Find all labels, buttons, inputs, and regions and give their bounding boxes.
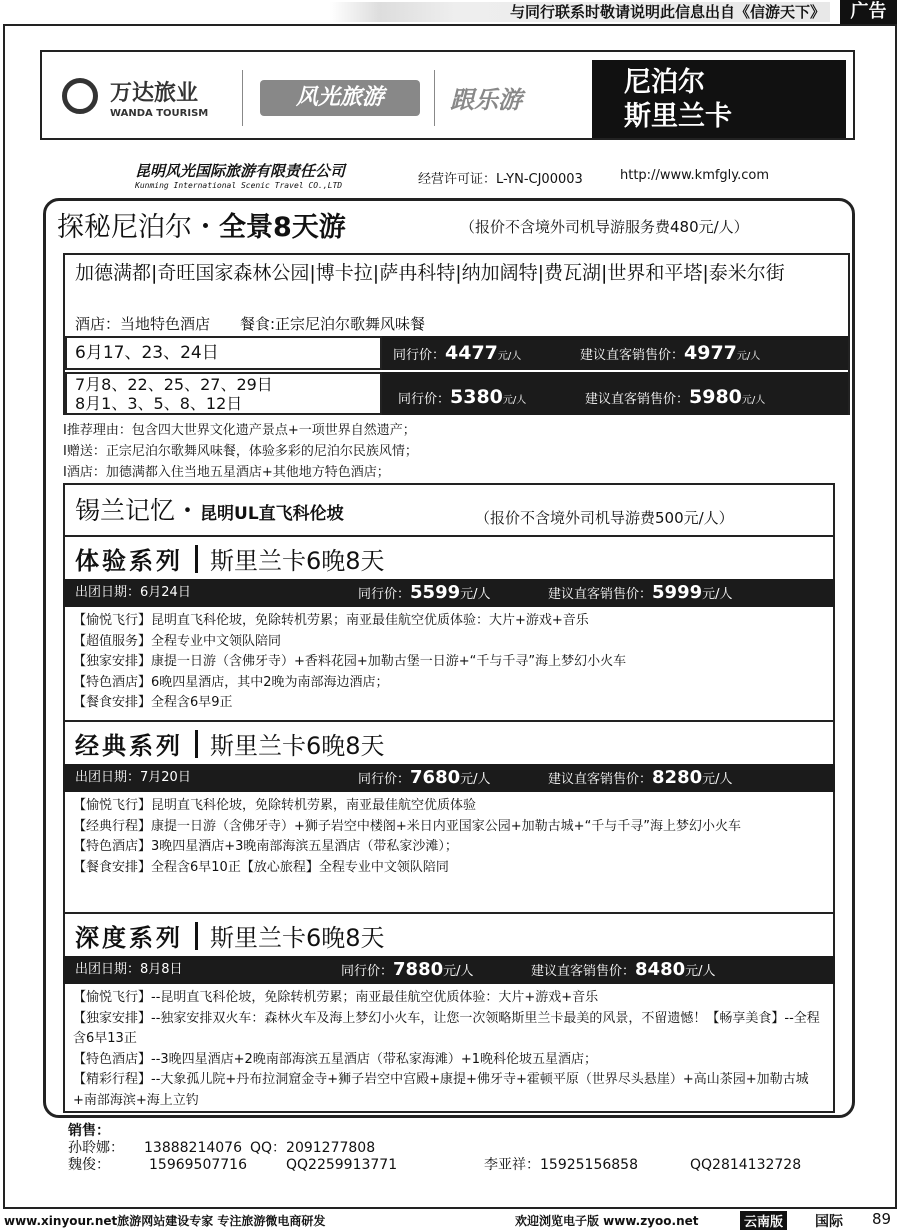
- source-notice: 与同行联系时敬请说明此信息出自《信游天下》: [509, 3, 825, 21]
- nepal-title: [57, 205, 346, 244]
- company-name: [135, 160, 345, 190]
- departure-date: 出团日期：7月20日: [75, 770, 191, 785]
- series-destination: 斯里兰卡6晚8天: [210, 547, 385, 575]
- ad-tag: 广告: [840, 0, 897, 24]
- logo-banner: [40, 50, 855, 140]
- destination-box: [592, 60, 846, 138]
- nepal-price-note: （报价不含境外司机导游服务费480元/人）: [460, 218, 749, 236]
- footer-left: www.xinyour.net旅游网站建设专家 专注旅游微电商研发: [4, 1214, 326, 1228]
- contact-name: 魏俊：: [68, 1157, 110, 1173]
- series-items: [63, 607, 835, 718]
- retail-price: 建议直客销售价：4977元/人: [580, 342, 761, 364]
- series-price-bar: [63, 579, 835, 607]
- nepal-route: 加德满都|奇旺国家森林公园|博卡拉|萨冉科特|纳加阔特|费瓦湖|世界和平塔|泰米尔街: [75, 262, 785, 284]
- note-item: I酒店：加德满都入住当地五星酒店+其他地方特色酒店；: [63, 465, 390, 480]
- series-heading: [63, 912, 835, 956]
- title-bold: 昆明UL直飞科伦坡: [200, 504, 344, 524]
- sales-label: 销售：: [68, 1123, 110, 1139]
- feature-item: 【超值服务】全程专业中文领队陪同: [73, 633, 282, 649]
- section-label: 国际: [815, 1214, 843, 1230]
- srilanka-title: [75, 491, 344, 527]
- divider: [195, 922, 198, 950]
- series-name: 深度系列: [75, 924, 183, 952]
- wanda-logo-text: 万达旅业: [110, 81, 199, 106]
- feature-item: 【餐食安排】全程含6早10正【放心旅程】全程专业中文领队陪同: [73, 859, 449, 875]
- departure-dates: 6月17、23、24日: [65, 336, 382, 370]
- destination-srilanka: 斯里兰卡: [624, 101, 732, 132]
- tour-series: [63, 720, 835, 882]
- wanda-logo-en: WANDA TOURISM: [110, 108, 209, 119]
- feature-item: 【特色酒店】--3晚四星酒店+2晚南部海滨五星酒店（带私家海滩）+1晚科伦坡五星酒店；: [73, 1051, 597, 1067]
- retail-price: 建议直客销售价：5999元/人: [548, 582, 733, 603]
- contact-3: 李亚祥：15925156858: [484, 1157, 638, 1173]
- contact-qq: QQ2259913771: [286, 1157, 398, 1173]
- divider: [242, 70, 243, 126]
- feature-item: 【愉悦飞行】昆明直飞科伦坡，免除转机劳累；南亚最佳航空优质体验：大片+游戏+音乐: [73, 613, 589, 628]
- peer-price: 同行价：7680元/人: [358, 767, 491, 788]
- feature-item: 【愉悦飞行】昆明直飞科伦坡，免除转机劳累，南亚最佳航空优质体验: [73, 798, 477, 813]
- destination-nepal: 尼泊尔: [624, 67, 705, 98]
- peer-price: 同行价：5599元/人: [358, 582, 491, 603]
- contact-phone: 15969507716: [149, 1157, 247, 1173]
- series-items: [63, 984, 835, 1116]
- srilanka-price-note: （报价不含境外司机导游费500元/人）: [475, 509, 734, 527]
- nepal-notes: [63, 420, 418, 483]
- company-en: Kunming International Scenic Travel CO.,LTD: [135, 181, 343, 190]
- feature-item: 【餐食安排】全程含6早9正: [73, 695, 233, 711]
- divider: [195, 545, 198, 573]
- feature-item: 【愉悦飞行】--昆明直飞科伦坡，免除转机劳累；南亚最佳航空优质体验：大片+游戏+音乐: [73, 990, 599, 1005]
- peer-price: 同行价：4477元/人: [393, 342, 522, 364]
- departure-date: 出团日期：8月8日: [75, 962, 183, 977]
- feature-item: 【精彩行程】--大象孤儿院+丹布拉洞窟金寺+狮子岩空中宫殿+康提+佛牙寺+霍顿平原（世界尽头悬崖）+高山茶园+加勒古城+南部海滨+海上立钓: [73, 1072, 809, 1108]
- tour-series: [63, 912, 835, 1116]
- company-cn: 昆明风光国际旅游有限责任公司: [135, 162, 346, 180]
- note-item: I推荐理由：包含四大世界文化遗产景点+一项世界自然遗产；: [63, 423, 416, 438]
- divider: [195, 730, 198, 758]
- page-number: 89: [872, 1210, 892, 1228]
- departure-dates: 7月8、22、25、27、29日 8月1、3、5、8、12日: [65, 372, 382, 415]
- retail-price: 建议直客销售价：8280元/人: [548, 767, 733, 788]
- feature-item: 【特色酒店】3晚四星酒店+3晚南部海滨五星酒店（带私家沙滩）；: [73, 839, 458, 855]
- series-heading: [63, 535, 835, 579]
- nepal-hotel-meal: 酒店：当地特色酒店 餐食:正宗尼泊尔歌舞风味餐: [75, 315, 426, 333]
- series-destination: 斯里兰卡6晚8天: [210, 732, 385, 760]
- departure-date: 出团日期：6月24日: [75, 585, 191, 600]
- title-text: 探秘尼泊尔・: [57, 212, 219, 243]
- date-price-row: [65, 336, 848, 370]
- contact-qq: QQ：2091277808: [250, 1140, 376, 1156]
- footer-right: 欢迎浏览电子版 www.zyoo.net: [515, 1214, 699, 1228]
- series-heading: [63, 720, 835, 764]
- title-text: 锡兰记忆・: [75, 496, 201, 525]
- edition-badge: 云南版: [740, 1211, 787, 1230]
- series-price-bar: [63, 956, 835, 984]
- contact-name: 孙聆娜：: [68, 1140, 124, 1156]
- peer-price: 同行价：7880元/人: [341, 959, 474, 980]
- license-number: 经营许可证：L-YN-CJ00003: [418, 172, 583, 187]
- title-bold: 全景8天游: [219, 212, 346, 243]
- retail-price: 建议直客销售价：5980元/人: [585, 386, 766, 408]
- tour-series: [63, 535, 835, 718]
- series-name: 经典系列: [75, 732, 183, 760]
- feature-item: 【经典行程】康提一日游（含佛牙寺）+狮子岩空中楼阁+米日内亚国家公园+加勒古城+“千与千寻”海上梦幻小火车: [73, 818, 742, 834]
- note-item: I赠送：正宗尼泊尔歌舞风味餐，体验多彩的尼泊尔民族风情；: [63, 444, 418, 459]
- wanda-logo-icon: [62, 78, 98, 114]
- company-url[interactable]: http://www.kmfgly.com: [620, 168, 770, 183]
- nepal-details: [63, 253, 850, 415]
- sales-contacts: [68, 1123, 828, 1178]
- contact-qq: QQ2814132728: [690, 1157, 802, 1173]
- feature-item: 【特色酒店】6晚四星酒店，其中2晚为南部海边酒店；: [73, 674, 389, 690]
- retail-price: 建议直客销售价：8480元/人: [531, 959, 716, 980]
- genle-logo: 跟乐游: [450, 86, 522, 114]
- feature-item: 【独家安排】--独家安排双火车：森林火车及海上梦幻小火车，让您一次领略斯里兰卡最美的风景，不留遗憾！【畅享美食】--全程含6早13正: [73, 1010, 820, 1047]
- divider: [434, 70, 435, 126]
- fengguang-logo: 风光旅游: [260, 80, 420, 116]
- feature-item: 【独家安排】康提一日游（含佛牙寺）+香料花园+加勒古堡一日游+“千与千寻”海上梦幻小火车: [73, 654, 627, 670]
- contact-phone: 13888214076: [144, 1140, 242, 1156]
- peer-price: 同行价：5380元/人: [398, 386, 527, 408]
- series-name: 体验系列: [75, 547, 183, 575]
- date-price-row: [65, 372, 848, 415]
- series-price-bar: [63, 764, 835, 792]
- series-destination: 斯里兰卡6晚8天: [210, 924, 385, 952]
- series-items: [63, 792, 835, 882]
- srilanka-section: [63, 483, 835, 1113]
